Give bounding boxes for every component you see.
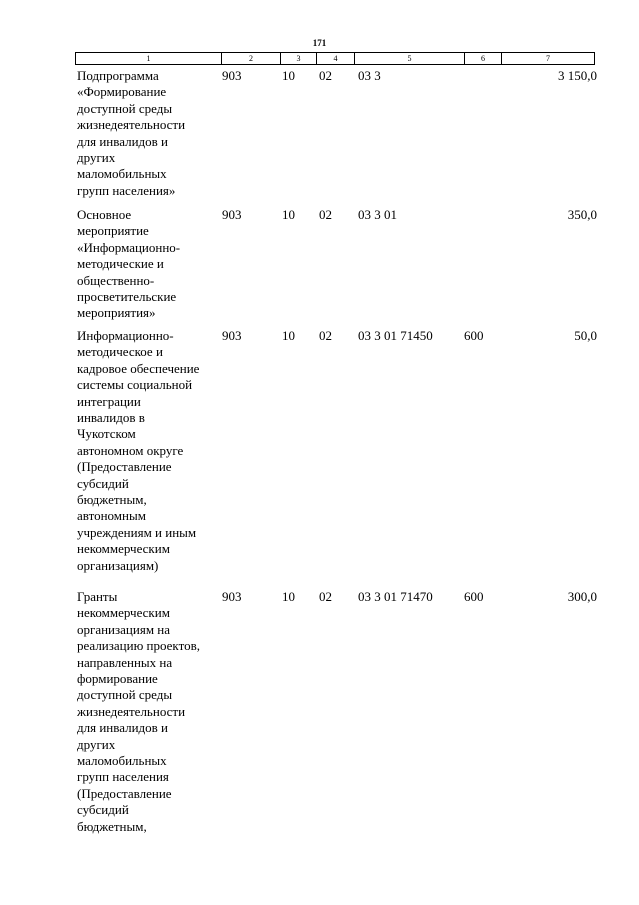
row-name-line: инвалидов в <box>77 410 145 426</box>
row-name-line: жизнедеятельности <box>77 117 186 133</box>
row-name-line: кадровое обеспечение <box>77 360 200 376</box>
header-col-5: 5 <box>354 52 465 65</box>
row-name-line: (Предоставление <box>77 459 172 475</box>
row-name-line: жизнедеятельности <box>77 703 186 719</box>
row-admin-code: 903 <box>222 328 242 343</box>
header-col-7: 7 <box>501 52 595 65</box>
table-header <box>75 52 594 65</box>
row-name-line: Гранты <box>77 589 118 604</box>
row-name-line: реализацию проектов, <box>77 638 200 654</box>
row-name-line: «Формирование <box>77 84 167 100</box>
row-admin-code: 903 <box>222 207 242 222</box>
row-section: 10 <box>282 207 295 222</box>
row-subsection: 02 <box>319 589 332 604</box>
row-name-line: учреждениям и иным <box>77 524 197 540</box>
row-name-line: системы социальной <box>77 377 193 393</box>
row-target-article: 03 3 01 <box>358 207 397 222</box>
row-subsection: 02 <box>319 207 332 222</box>
row-name-line: Чукотском <box>77 426 136 442</box>
row-target-article: 03 3 01 71450 <box>358 328 433 343</box>
row-admin-code: 903 <box>222 589 242 604</box>
row-name-line: мероприятие <box>77 223 149 239</box>
row-name-line: мероприятия» <box>77 305 156 321</box>
row-sum: 300,0 <box>567 589 597 604</box>
row-section: 10 <box>282 328 295 343</box>
row-name-line: других <box>77 150 116 166</box>
row-expense-type: 600 <box>464 328 484 343</box>
row-name-line: направленных на <box>77 654 173 670</box>
row-subsection: 02 <box>319 328 332 343</box>
row-name-line: Информационно- <box>77 328 174 343</box>
row-name-line: Подпрограмма <box>77 68 159 83</box>
row-target-article: 03 3 01 71470 <box>358 589 433 604</box>
header-col-3: 3 <box>280 52 317 65</box>
row-name-line: субсидий <box>77 475 129 491</box>
header-col-2: 2 <box>221 52 281 65</box>
row-name-line: общественно- <box>77 272 155 288</box>
row-name-line: для инвалидов и <box>77 720 168 736</box>
row-name-line: групп населения» <box>77 182 176 198</box>
row-sum: 3 150,0 <box>558 68 597 83</box>
header-col-6: 6 <box>464 52 502 65</box>
row-name-line: просветительские <box>77 289 177 305</box>
row-name-line: организациям) <box>77 557 159 573</box>
row-name-line: бюджетным, <box>77 818 147 834</box>
row-name-line: автономном округе <box>77 442 184 458</box>
row-name-line: некоммерческим <box>77 605 170 621</box>
row-sum: 50,0 <box>574 328 597 343</box>
row-name-line: организациям на <box>77 621 171 637</box>
row-section: 10 <box>282 589 295 604</box>
row-name-line: некоммерческим <box>77 541 170 557</box>
row-name-line: доступной среды <box>77 687 173 703</box>
row-name-line: групп населения <box>77 769 169 785</box>
row-name-line: бюджетным, <box>77 492 147 508</box>
row-name <box>77 589 222 835</box>
row-name-line: других <box>77 736 116 752</box>
header-col-4: 4 <box>316 52 355 65</box>
row-name-line: маломобильных <box>77 753 167 769</box>
row-subsection: 02 <box>319 68 332 83</box>
row-name <box>77 68 222 199</box>
row-name-line: автономным <box>77 508 146 524</box>
header-col-1: 1 <box>75 52 222 65</box>
row-section: 10 <box>282 68 295 83</box>
row-expense-type: 600 <box>464 589 484 604</box>
row-name-line: методическое и <box>77 344 163 360</box>
row-name-line: маломобильных <box>77 166 167 182</box>
row-sum: 350,0 <box>567 207 597 222</box>
row-admin-code: 903 <box>222 68 242 83</box>
row-name-line: формирование <box>77 671 158 687</box>
row-name-line: Основное <box>77 207 132 222</box>
row-name-line: субсидий <box>77 802 129 818</box>
row-name <box>77 207 222 322</box>
row-name-line: интеграции <box>77 393 141 409</box>
row-name <box>77 328 222 574</box>
row-name-line: для инвалидов и <box>77 133 168 149</box>
row-name-line: «Информационно- <box>77 239 181 255</box>
page-number: 171 <box>312 38 327 48</box>
row-name-line: (Предоставление <box>77 785 172 801</box>
row-name-line: методические и <box>77 256 164 272</box>
row-name-line: доступной среды <box>77 100 173 116</box>
row-target-article: 03 3 <box>358 68 381 83</box>
